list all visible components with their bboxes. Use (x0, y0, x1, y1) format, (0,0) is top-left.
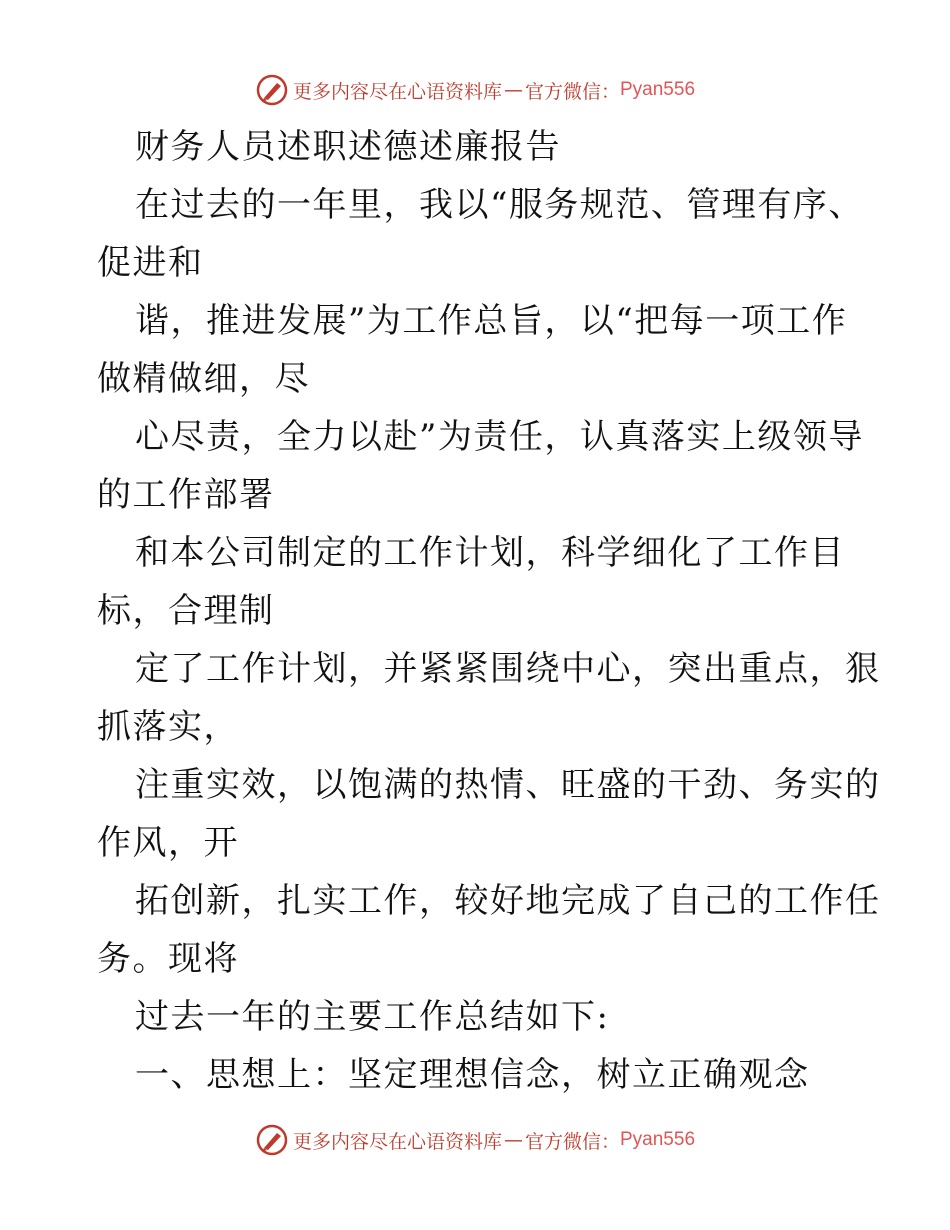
paragraph-line: 拓创新，扎实工作，较好地完成了自己的工作任 (135, 881, 881, 921)
paragraph-line: 抓落实， (97, 707, 239, 747)
paragraph-line: 做精做细，尽 (97, 359, 310, 399)
paragraph-line: 过去一年的主要工作总结如下: (135, 997, 610, 1037)
paragraph-line: 心尽责，全力以赴”为责任，认真落实上级领导 (135, 417, 864, 457)
paragraph-line: 定了工作计划，并紧紧围绕中心，突出重点，狠 (135, 649, 881, 689)
document-title: 财务人员述职述德述廉报告 (135, 127, 561, 167)
watermark-wechat-label: 官方微信： (524, 80, 620, 103)
paragraph-line: 作风，开 (97, 823, 239, 863)
paragraph-line: 和本公司制定的工作计划，科学细化了工作目 (135, 533, 845, 573)
pen-logo-icon (255, 73, 289, 107)
header-watermark (0, 70, 950, 110)
paragraph-line: 的工作部署 (97, 475, 275, 515)
paragraph-line: 谐，推进发展”为工作总旨，以“把每一项工作 (135, 301, 848, 341)
watermark-site-text: 更多内容尽在心语资料库 (292, 80, 502, 103)
paragraph-line: 在过去的一年里，我以“服务规范、管理有序、 (135, 185, 864, 225)
watermark-site-text: 更多内容尽在心语资料库 (292, 1130, 502, 1153)
document-body (97, 118, 881, 1104)
paragraph-line: 标，合理制 (97, 591, 275, 631)
paragraph-line: 注重实效，以饱满的热情、旺盛的干劲、务实的 (135, 765, 881, 805)
watermark-wechat-id: Pyan556 (620, 1129, 696, 1150)
watermark-dash: — (503, 1129, 523, 1151)
watermark-wechat-label: 官方微信： (524, 1130, 620, 1153)
watermark-wechat-id: Pyan556 (620, 79, 696, 100)
paragraph-line: 务。现将 (97, 939, 239, 979)
section-heading: 一、思想上：坚定理想信念，树立正确观念 (135, 1055, 810, 1095)
footer-watermark (0, 1120, 950, 1160)
watermark-dash: — (503, 79, 523, 101)
pen-logo-icon (255, 1123, 289, 1157)
paragraph-line: 促进和 (97, 243, 204, 283)
